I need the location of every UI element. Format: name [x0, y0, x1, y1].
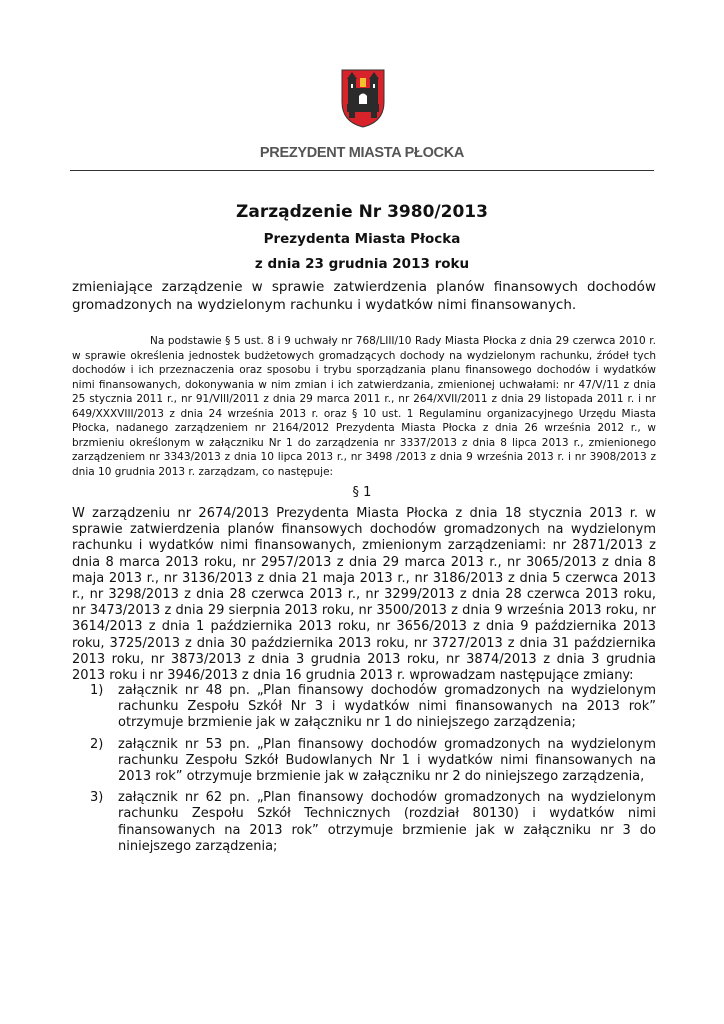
document-issuer: Prezydenta Miasta Płocka [263, 231, 461, 247]
paragraph-body: W zarządzeniu nr 2674/2013 Prezydenta Miasta Płocka z dnia 18 stycznia 2013 r. w sprawie zatwierdzenia planów finansowych dochodów gromadzonych na wydzielonym rachunku i wydatków nimi finansowanych, zmienionym zarządzeniami: nr 2871/2013 z dnia 8 marca 2013 roku, nr 2957/2013 z dnia 29 marca 2013 r., nr 3065/2013 z dnia 8 maja 2013 r., nr 3136/2013 z dnia 21 maja 2013 r., nr 3186/2013 z dnia 5 czerwca 2013 r., nr 3298/2013 z dnia 28 czerwca 2013 r., nr 3299/2013 z dnia 28 czerwca 2013 roku, nr 3473/2013 z dnia 29 sierpnia 2013 roku, nr 3500/2013 z dnia 9 września 2013 roku, nr 3614/2013 z dnia 1 października 2013 roku, nr 3656/2013 z dnia 9 października 2013 roku, 3725/2013 z dnia 30 października 2013 roku, nr 3727/2013 z dnia 31 października 2013 roku, nr 3873/2013 z dnia 3 grudnia 2013 roku, nr 3874/2013 z dnia 3 grudnia 2013 roku i nr 3946/2013 z dnia 16 grudnia 2013 r. wprowadzam następujące zmiany: [72, 506, 656, 684]
list-item-text: załącznik nr 48 pn. „Plan finansowy dochodów gromadzonych na wydzielonym rachunku Zespołu Szkół Nr 3 i wydatków nimi finansowanych na 2013 rok” otrzymuje brzmienie jak w załączniku nr 1 do niniejszego zarządzenia; [118, 683, 656, 731]
legal-basis: Na podstawie § 5 ust. 8 i 9 uchwały nr 768/LIII/10 Rady Miasta Płocka z dnia 29 czerwca 2010 r. w sprawie określenia jednostek budżetowych gromadzących dochody na wydzielonym rachunku, źródeł tych dochodów i ich przeznaczenia oraz sposobu i trybu sporządzania planu finansowego dochodów i wydatków nimi finansowanych, dokonywania w nim zmian i ich zatwierdzania, zmienionej uchwałami: nr 47/V/11 z dnia 25 stycznia 2011 r., nr 91/VIII/2011 z dnia 29 marca 2011 r., nr 264/XVII/2011 z dnia 29 listopada 2011 r. i nr 649/XXXVIII/2013 z dnia 24 września 2013 r. oraz § 10 ust. 1 Regulaminu organizacyjnego Urzędu Miasta Płocka, nadanego zarządzeniem nr 2164/2012 Prezydenta Miasta Płocka z dnia 26 września 2012 r., w brzmieniu określonym w załączniku Nr 1 do zarządzenia nr 3337/2013 z dnia 8 lipca 2013 r., zmienionego zarządzeniem nr 3343/2013 z dnia 10 lipca 2013 r., nr 3498 /2013 z dnia 9 września 2013 r. i nr 3908/2013 z dnia 10 grudnia 2013 r. zarządzam, co następuje: [72, 335, 656, 478]
city-coat-of-arms-icon [340, 68, 386, 128]
document-subject: zmieniające zarządzenie w sprawie zatwierdzenia planów finansowych dochodów gromadzonych na wydzielonym rachunku i wydatków nimi finansowanych. [72, 279, 656, 313]
list-item-text: załącznik nr 62 pn. „Plan finansowy dochodów gromadzonych na wydzielonym rachunku Zespołu Szkół Technicznych (rozdział 80130) i wydatków nimi finansowanych na 2013 rok” otrzymuje brzmienie jak w załączniku nr 3 do niniejszego zarządzenia; [118, 790, 656, 854]
changes-list [72, 683, 656, 860]
list-item-number: 1) [90, 683, 104, 698]
list-item-text: załącznik nr 53 pn. „Plan finansowy dochodów gromadzonych na wydzielonym rachunku Zespołu Szkół Budowlanych Nr 1 i wydatków nimi finansowanych na 2013 rok” otrzymuje brzmienie jak w załączniku nr 2 do niniejszego zarządzenia, [118, 736, 656, 785]
issuer-header: PREZYDENT MIASTA PŁOCKA [259, 145, 465, 161]
list-item-number: 2) [90, 736, 104, 752]
list-item [72, 683, 656, 732]
header-divider [70, 170, 654, 171]
list-item [72, 790, 656, 855]
paragraph-mark: § 1 [352, 485, 372, 500]
list-item-number: 3) [90, 790, 104, 806]
document-date: z dnia 23 grudnia 2013 roku [254, 256, 470, 272]
list-item [72, 737, 656, 786]
document-title: Zarządzenie Nr 3980/2013 [236, 202, 488, 222]
